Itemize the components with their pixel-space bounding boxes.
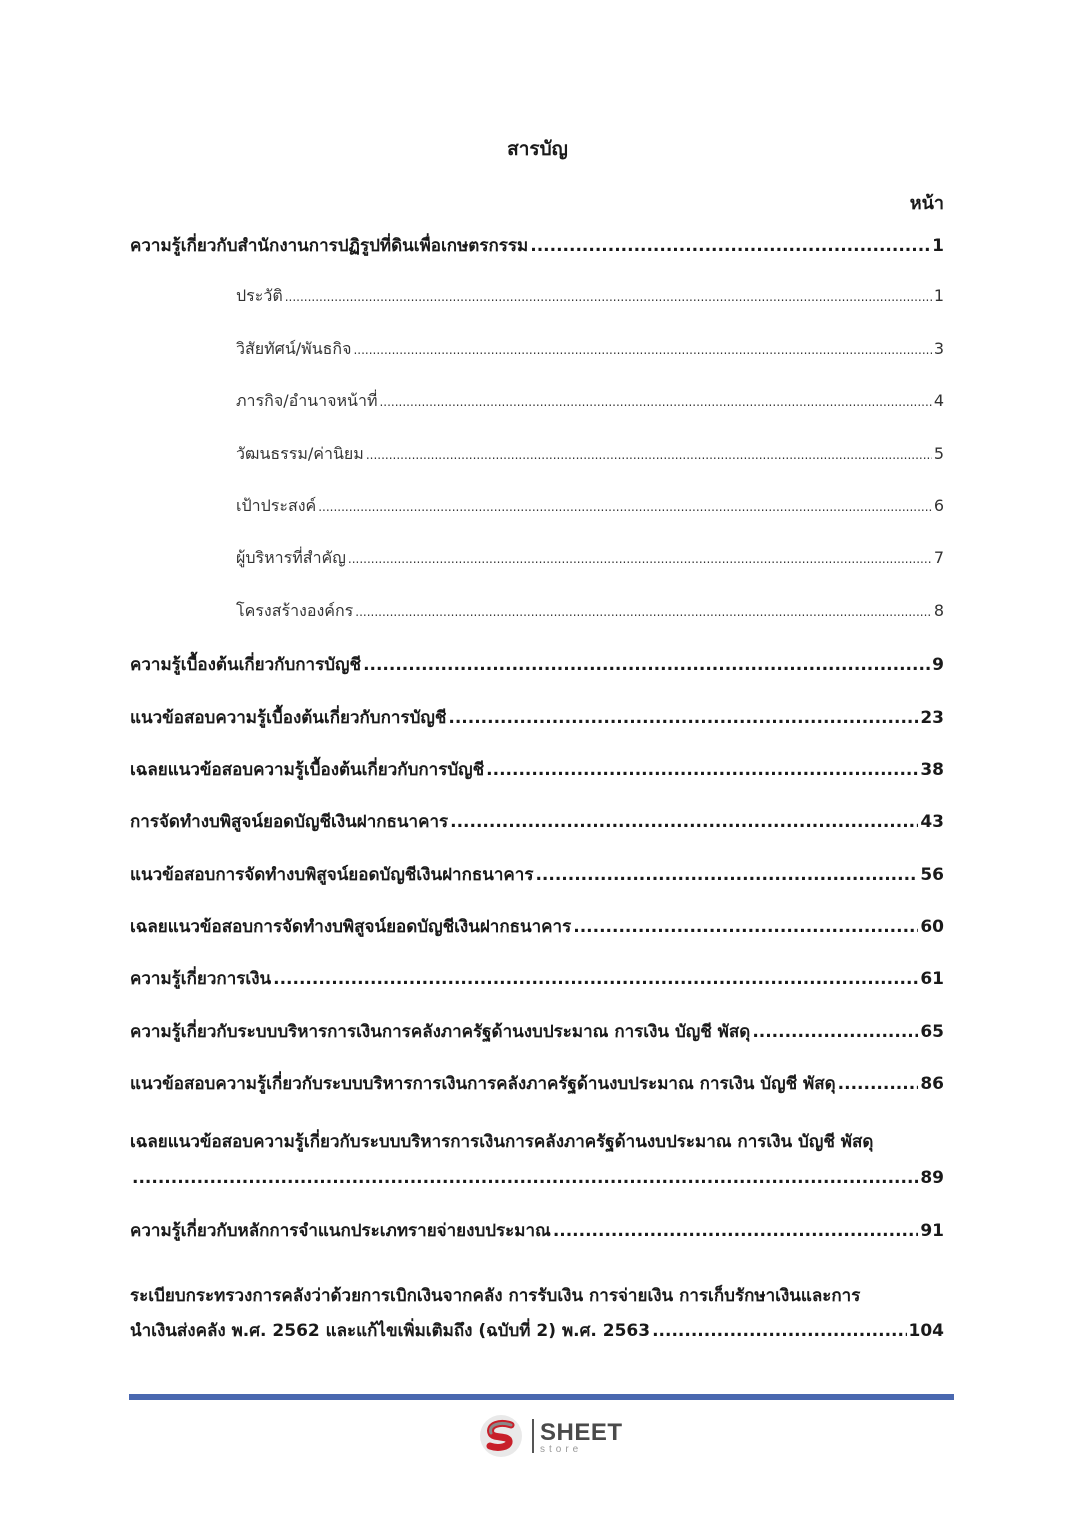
toc-entry-text: แนวข้อสอบความรู้เกี่ยวกับระบบบริหารการเงินการคลังภาครัฐด้านงบประมาณ การเงิน บัญชี พัสดุ bbox=[130, 1074, 836, 1095]
toc-entry[interactable] bbox=[130, 651, 944, 703]
dot-leader bbox=[318, 496, 932, 515]
page-column-header: หน้า bbox=[909, 193, 944, 214]
toc-entry-text: เฉลยแนวข้อสอบการจัดทำงบพิสูจน์ยอดบัญชีเงินฝากธนาคาร bbox=[130, 917, 572, 938]
dot-leader bbox=[379, 391, 931, 410]
dot-leader bbox=[752, 1022, 918, 1042]
toc-entry[interactable] bbox=[130, 1018, 944, 1070]
toc-page-number: 56 bbox=[920, 864, 944, 885]
dot-leader bbox=[573, 917, 918, 937]
toc-entry-multiline[interactable] bbox=[130, 1123, 944, 1217]
toc-entry[interactable] bbox=[130, 756, 944, 808]
toc-subentry[interactable] bbox=[130, 442, 944, 494]
dot-leader bbox=[363, 655, 930, 675]
toc-entry-text: เป้าประสงค์ bbox=[236, 495, 317, 515]
toc-page-number: 4 bbox=[933, 391, 944, 411]
toc-entry-text: โครงสร้างองค์กร bbox=[236, 600, 354, 620]
toc-entry[interactable] bbox=[130, 808, 944, 860]
toc-entry-multiline[interactable] bbox=[130, 1275, 944, 1357]
toc-entry-text: วิสัยทัศน์/พันธกิจ bbox=[236, 338, 352, 358]
toc-subentry[interactable] bbox=[130, 546, 944, 598]
toc-entry[interactable] bbox=[130, 965, 944, 1017]
dot-leader bbox=[285, 286, 932, 305]
toc-page-number: 23 bbox=[920, 707, 944, 728]
footer-rule bbox=[129, 1394, 954, 1400]
toc-entry-text: ความรู้เบื้องต้นเกี่ยวกับการบัญชี bbox=[130, 655, 362, 676]
toc-page-number: 89 bbox=[920, 1167, 944, 1188]
dot-leader bbox=[355, 601, 932, 620]
toc-page-number: 3 bbox=[933, 338, 944, 358]
toc-entry[interactable] bbox=[130, 861, 944, 913]
toc-page-number: 1 bbox=[933, 286, 944, 306]
toc-entry[interactable] bbox=[130, 1217, 944, 1269]
toc-page-number: 61 bbox=[920, 969, 944, 990]
toc-entry-text: ความรู้เกี่ยวกับสำนักงานการปฏิรูปที่ดินเพื่อเกษตรกรรม bbox=[130, 236, 529, 256]
toc-entry[interactable] bbox=[130, 913, 944, 965]
toc-page-number: 38 bbox=[920, 759, 944, 780]
toc-entry-text: เฉลยแนวข้อสอบความรู้เกี่ยวกับระบบบริหารการเงินการคลังภาครัฐด้านงบประมาณ การเงิน บัญชี พัสดุ bbox=[130, 1131, 874, 1152]
toc-page-number: 6 bbox=[933, 495, 944, 515]
dot-leader bbox=[273, 969, 918, 989]
toc-subentry[interactable] bbox=[130, 494, 944, 546]
toc-entry-text: ความรู้เกี่ยวกับระบบบริหารการเงินการคลังภาครัฐด้านงบประมาณ การเงิน บัญชี พัสดุ bbox=[130, 1021, 751, 1042]
toc-entry-text: ประวัติ bbox=[236, 286, 283, 306]
toc-subentry[interactable] bbox=[130, 284, 944, 336]
toc-page-number: 65 bbox=[920, 1021, 944, 1042]
toc-entry-text: ผู้บริหารที่สำคัญ bbox=[236, 548, 346, 568]
toc-entry-text: ภารกิจ/อำนาจหน้าที่ bbox=[236, 391, 378, 411]
dot-leader bbox=[486, 760, 918, 780]
toc-subentry[interactable] bbox=[130, 599, 944, 651]
toc-subentry[interactable] bbox=[130, 389, 944, 441]
dot-leader bbox=[353, 339, 931, 358]
toc-page-number: 86 bbox=[920, 1074, 944, 1095]
dot-leader bbox=[553, 1221, 919, 1241]
toc-page-number: 60 bbox=[920, 917, 944, 938]
toc-entry[interactable] bbox=[130, 1070, 944, 1122]
toc-entry-text: ระเบียบกระทรวงการคลังว่าด้วยการเบิกเงินจากคลัง การรับเงิน การจ่ายเงิน การเก็บรักษาเงินและการ bbox=[130, 1285, 861, 1306]
toc-page-number: 7 bbox=[933, 548, 944, 568]
dot-leader bbox=[530, 236, 930, 256]
logo-wordmark: SHEET bbox=[540, 1419, 623, 1446]
toc-entry-text: แนวข้อสอบการจัดทำงบพิสูจน์ยอดบัญชีเงินฝากธนาคาร bbox=[130, 864, 534, 885]
toc-entry-text: ความรู้เกี่ยวกับหลักการจำแนกประเภทรายจ่ายงบประมาณ bbox=[130, 1220, 551, 1241]
dot-leader bbox=[448, 708, 918, 728]
toc-entry-text: แนวข้อสอบความรู้เบื้องต้นเกี่ยวกับการบัญชี bbox=[130, 707, 447, 728]
dot-leader bbox=[348, 548, 932, 567]
dot-leader bbox=[652, 1321, 906, 1341]
toc-entry-text: วัฒนธรรม/ค่านิยม bbox=[236, 443, 364, 463]
dot-leader bbox=[366, 444, 932, 463]
toc-title: สารบัญ bbox=[507, 138, 568, 160]
toc-entry[interactable] bbox=[130, 232, 944, 284]
toc-entry[interactable] bbox=[130, 704, 944, 756]
toc-entry-text: ความรู้เกี่ยวการเงิน bbox=[130, 969, 272, 990]
sheet-s-logo-icon bbox=[478, 1413, 524, 1459]
toc-entry-text-continued: นำเงินส่งคลัง พ.ศ. 2562 และแก้ไขเพิ่มเติมถึง (ฉบับที่ 2) พ.ศ. 2563 bbox=[130, 1320, 651, 1341]
sheet-store-logo bbox=[478, 1413, 628, 1459]
logo-subtext: store bbox=[540, 1444, 583, 1455]
toc-page-number: 9 bbox=[932, 655, 944, 676]
toc-page-number: 104 bbox=[908, 1320, 944, 1341]
toc-rows bbox=[130, 232, 944, 1123]
toc-subentry[interactable] bbox=[130, 337, 944, 389]
toc-entry-text: การจัดทำงบพิสูจน์ยอดบัญชีเงินฝากธนาคาร bbox=[130, 812, 449, 833]
dot-leader bbox=[535, 865, 918, 885]
dot-leader bbox=[132, 1168, 918, 1188]
toc-entry-text: เฉลยแนวข้อสอบความรู้เบื้องต้นเกี่ยวกับการบัญชี bbox=[130, 759, 485, 780]
toc-page-number: 1 bbox=[932, 236, 944, 256]
toc-page-number: 91 bbox=[920, 1220, 944, 1241]
table-of-contents bbox=[130, 232, 944, 1357]
toc-page-number: 43 bbox=[920, 812, 944, 833]
toc-page-number: 8 bbox=[933, 600, 944, 620]
logo-divider bbox=[532, 1419, 534, 1453]
dot-leader bbox=[838, 1074, 919, 1094]
dot-leader bbox=[450, 812, 918, 832]
toc-page-number: 5 bbox=[933, 443, 944, 463]
